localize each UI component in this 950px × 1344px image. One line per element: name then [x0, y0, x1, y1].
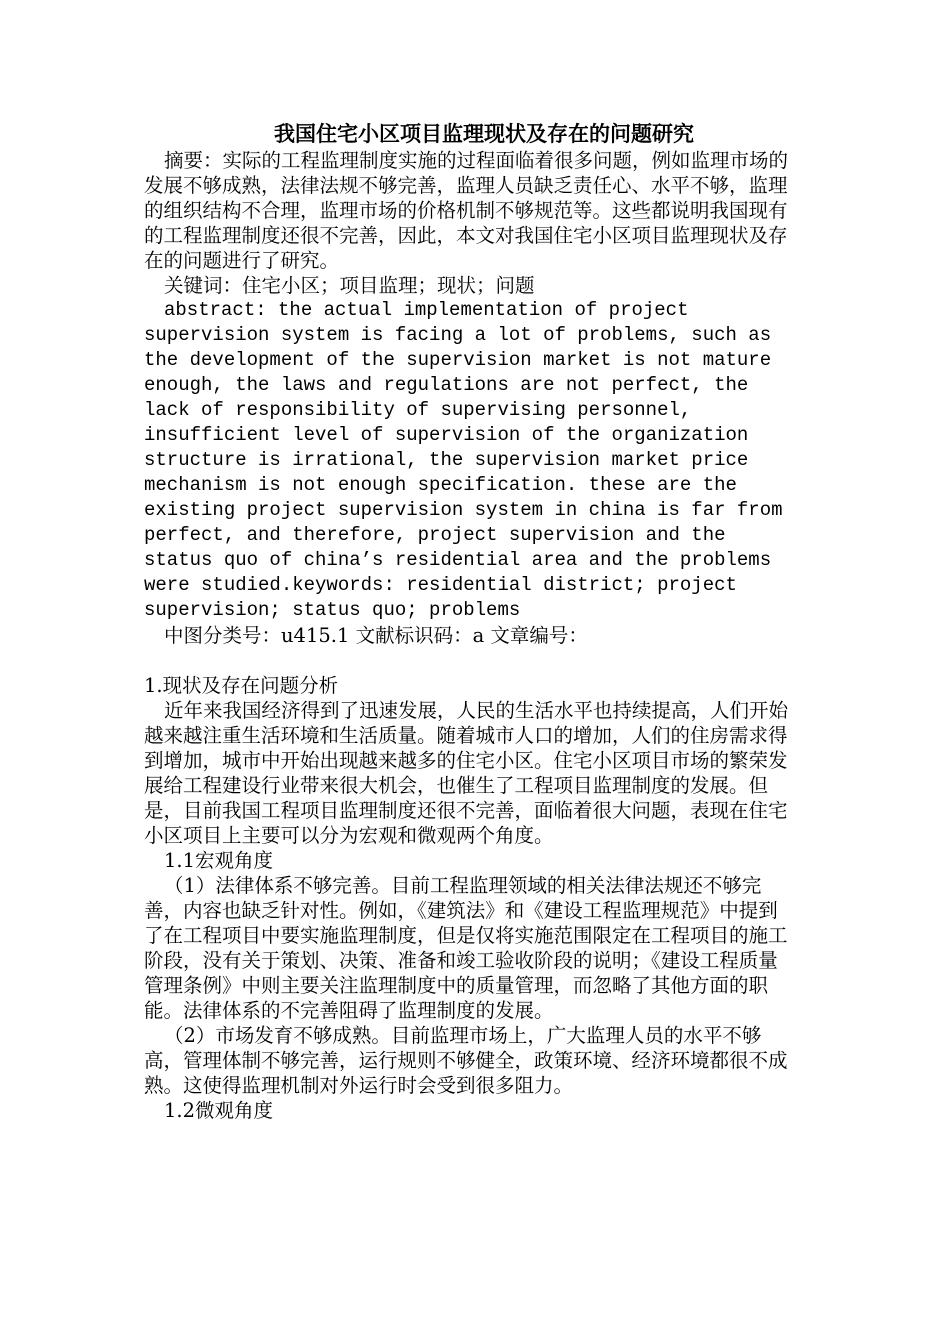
classification-line: 中图分类号：u415.1 文献标识码：a 文章编号：: [164, 624, 588, 647]
section-1-paragraph: 近年来我国经济得到了迅速发展，人民的生活水平也持续提高，人们开始越来越注重生活环境和生活质量。随着城市人口的增加，人们的住房需求得到增加，城市中开始出现越来越多的住宅小区。住宅小区项目市场的繁荣发展给工程建设行业带来很大机会，也催生了工程项目监理制度的发展。但是，目前我国工程项目监理制度还很不完善，面临着很大问题，表现在住宅小区项目上主要可以分为宏观和微观两个角度。: [144, 699, 789, 847]
document-page: [144, 120, 794, 1123]
keywords-cn: 关键词：住宅小区；项目监理；现状；问题: [164, 274, 535, 297]
section-1-2-heading: 1.2微观角度: [164, 1099, 274, 1122]
section-1-1-heading: 1.1宏观角度: [164, 849, 274, 872]
blank-line: [144, 648, 794, 673]
abstract-en: abstract: the actual implementation of project supervision system is facing a lot of problems, such as the development of the supervision market is not mature enough, the laws and regulations are not perfect, the lack of responsibility of supervising personnel, insufficient level of supervision of the organization structure is irrational, the supervision market price mechanism is not enough specification. these are the existing project supervision system in china is far from perfect, and therefore, project supervision and the status quo of china’s residential area and the problems were studied.keywords: residential district; project supervision; status quo; problems: [144, 299, 783, 621]
section-1-heading: 1.现状及存在问题分析: [144, 674, 339, 697]
abstract-cn: 摘要：实际的工程监理制度实施的过程面临着很多问题，例如监理市场的发展不够成熟，法律法规不够完善，监理人员缺乏责任心、水平不够，监理的组织结构不合理，监理市场的价格机制不够规范等。这些都说明我国现有的工程监理制度还很不完善，因此，本文对我国住宅小区项目监理现状及存在的问题进行了研究。: [144, 149, 789, 272]
item-2-paragraph: （2）市场发育不够成熟。目前监理市场上，广大监理人员的水平不够高，管理体制不够完善，运行规则不够健全，政策环境、经济环境都很不成熟。这使得监理机制对外运行时会受到很多阻力。: [144, 1024, 788, 1097]
document-title: 我国住宅小区项目监理现状及存在的问题研究: [274, 121, 694, 146]
item-1-paragraph: （1）法律体系不够完善。目前工程监理领域的相关法律法规还不够完善，内容也缺乏针对性。例如，《建筑法》和《建设工程监理规范》中提到了在工程项目中要实施监理制度，但是仅将实施范围限定在工程项目的施工阶段，没有关于策划、决策、准备和竣工验收阶段的说明；《建设工程质量管理条例》中则主要关注监理制度中的质量管理，而忽略了其他方面的职能。法律体系的不完善阻碍了监理制度的发展。: [144, 874, 788, 1022]
